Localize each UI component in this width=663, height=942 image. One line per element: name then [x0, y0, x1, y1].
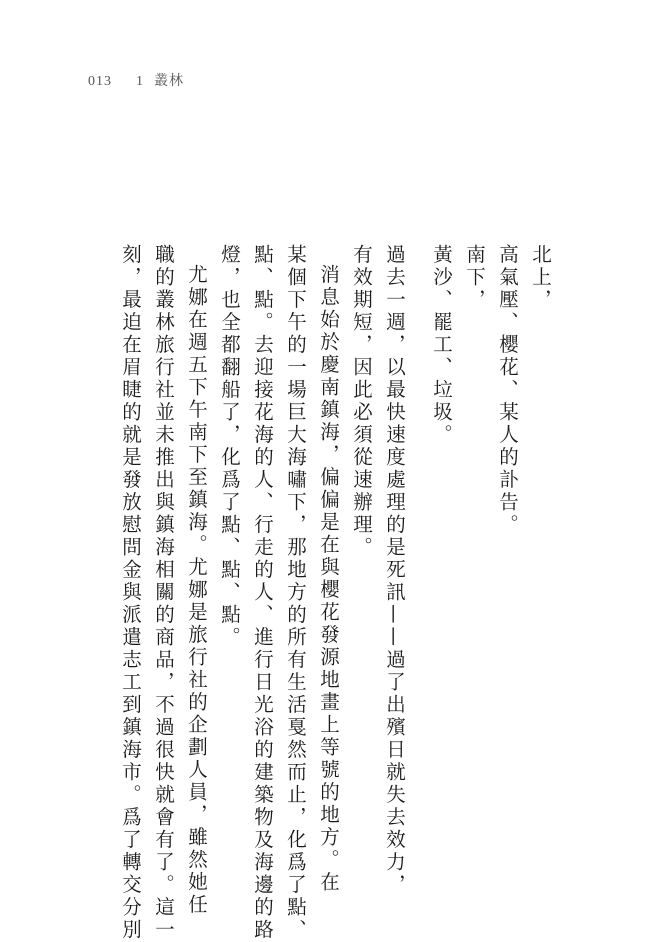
page-number: 013	[88, 74, 112, 89]
paragraph-line: 刻，最迫在眉睫的就是發放慰問金與派遣志工到鎮海市。爲了轉交分別	[119, 244, 142, 942]
paragraph-line: 職的叢林旅行社並未推出與鎮海相關的商品，不過很快就會有了。這一	[152, 244, 175, 942]
chapter-title: 叢林	[154, 74, 184, 89]
vertical-body-text	[114, 244, 557, 942]
paragraph-line: 消息始於慶南鎮海，偏偏是在與櫻花發源地畫上等號的地方。在	[317, 263, 340, 894]
paragraph-line: 某個下午的一場巨大海嘯下，那地方的所有生活戛然而止，化爲了點、	[284, 244, 307, 942]
paragraph-line: 燈，也全都翻船了，化爲了點、點、點。	[218, 244, 241, 649]
poem-line: 南下，	[463, 244, 486, 312]
chapter-number: 1	[136, 74, 144, 89]
poem-line: 高氣壓、櫻花、某人的訃告。	[496, 244, 519, 537]
stanza-gap	[411, 244, 425, 884]
paragraph-line: 尤娜在週五下午南下至鎮海。尤娜是旅行社的企劃人員，雖然她任	[185, 263, 208, 916]
poem-line: 黃沙、罷工、垃圾。	[430, 244, 453, 447]
paragraph-line: 有效期短，因此必須從速辦理。	[350, 244, 373, 559]
paragraph-line: 過去一週，以最快速度處理的是死訊——過了出殯日就失去效力，	[383, 244, 406, 897]
running-header	[88, 70, 184, 90]
paragraph-line: 點、點。去迎接花海的人、行走的人、進行日光浴的建築物及海邊的路	[251, 244, 274, 942]
poem-line: 北上，	[529, 244, 552, 312]
